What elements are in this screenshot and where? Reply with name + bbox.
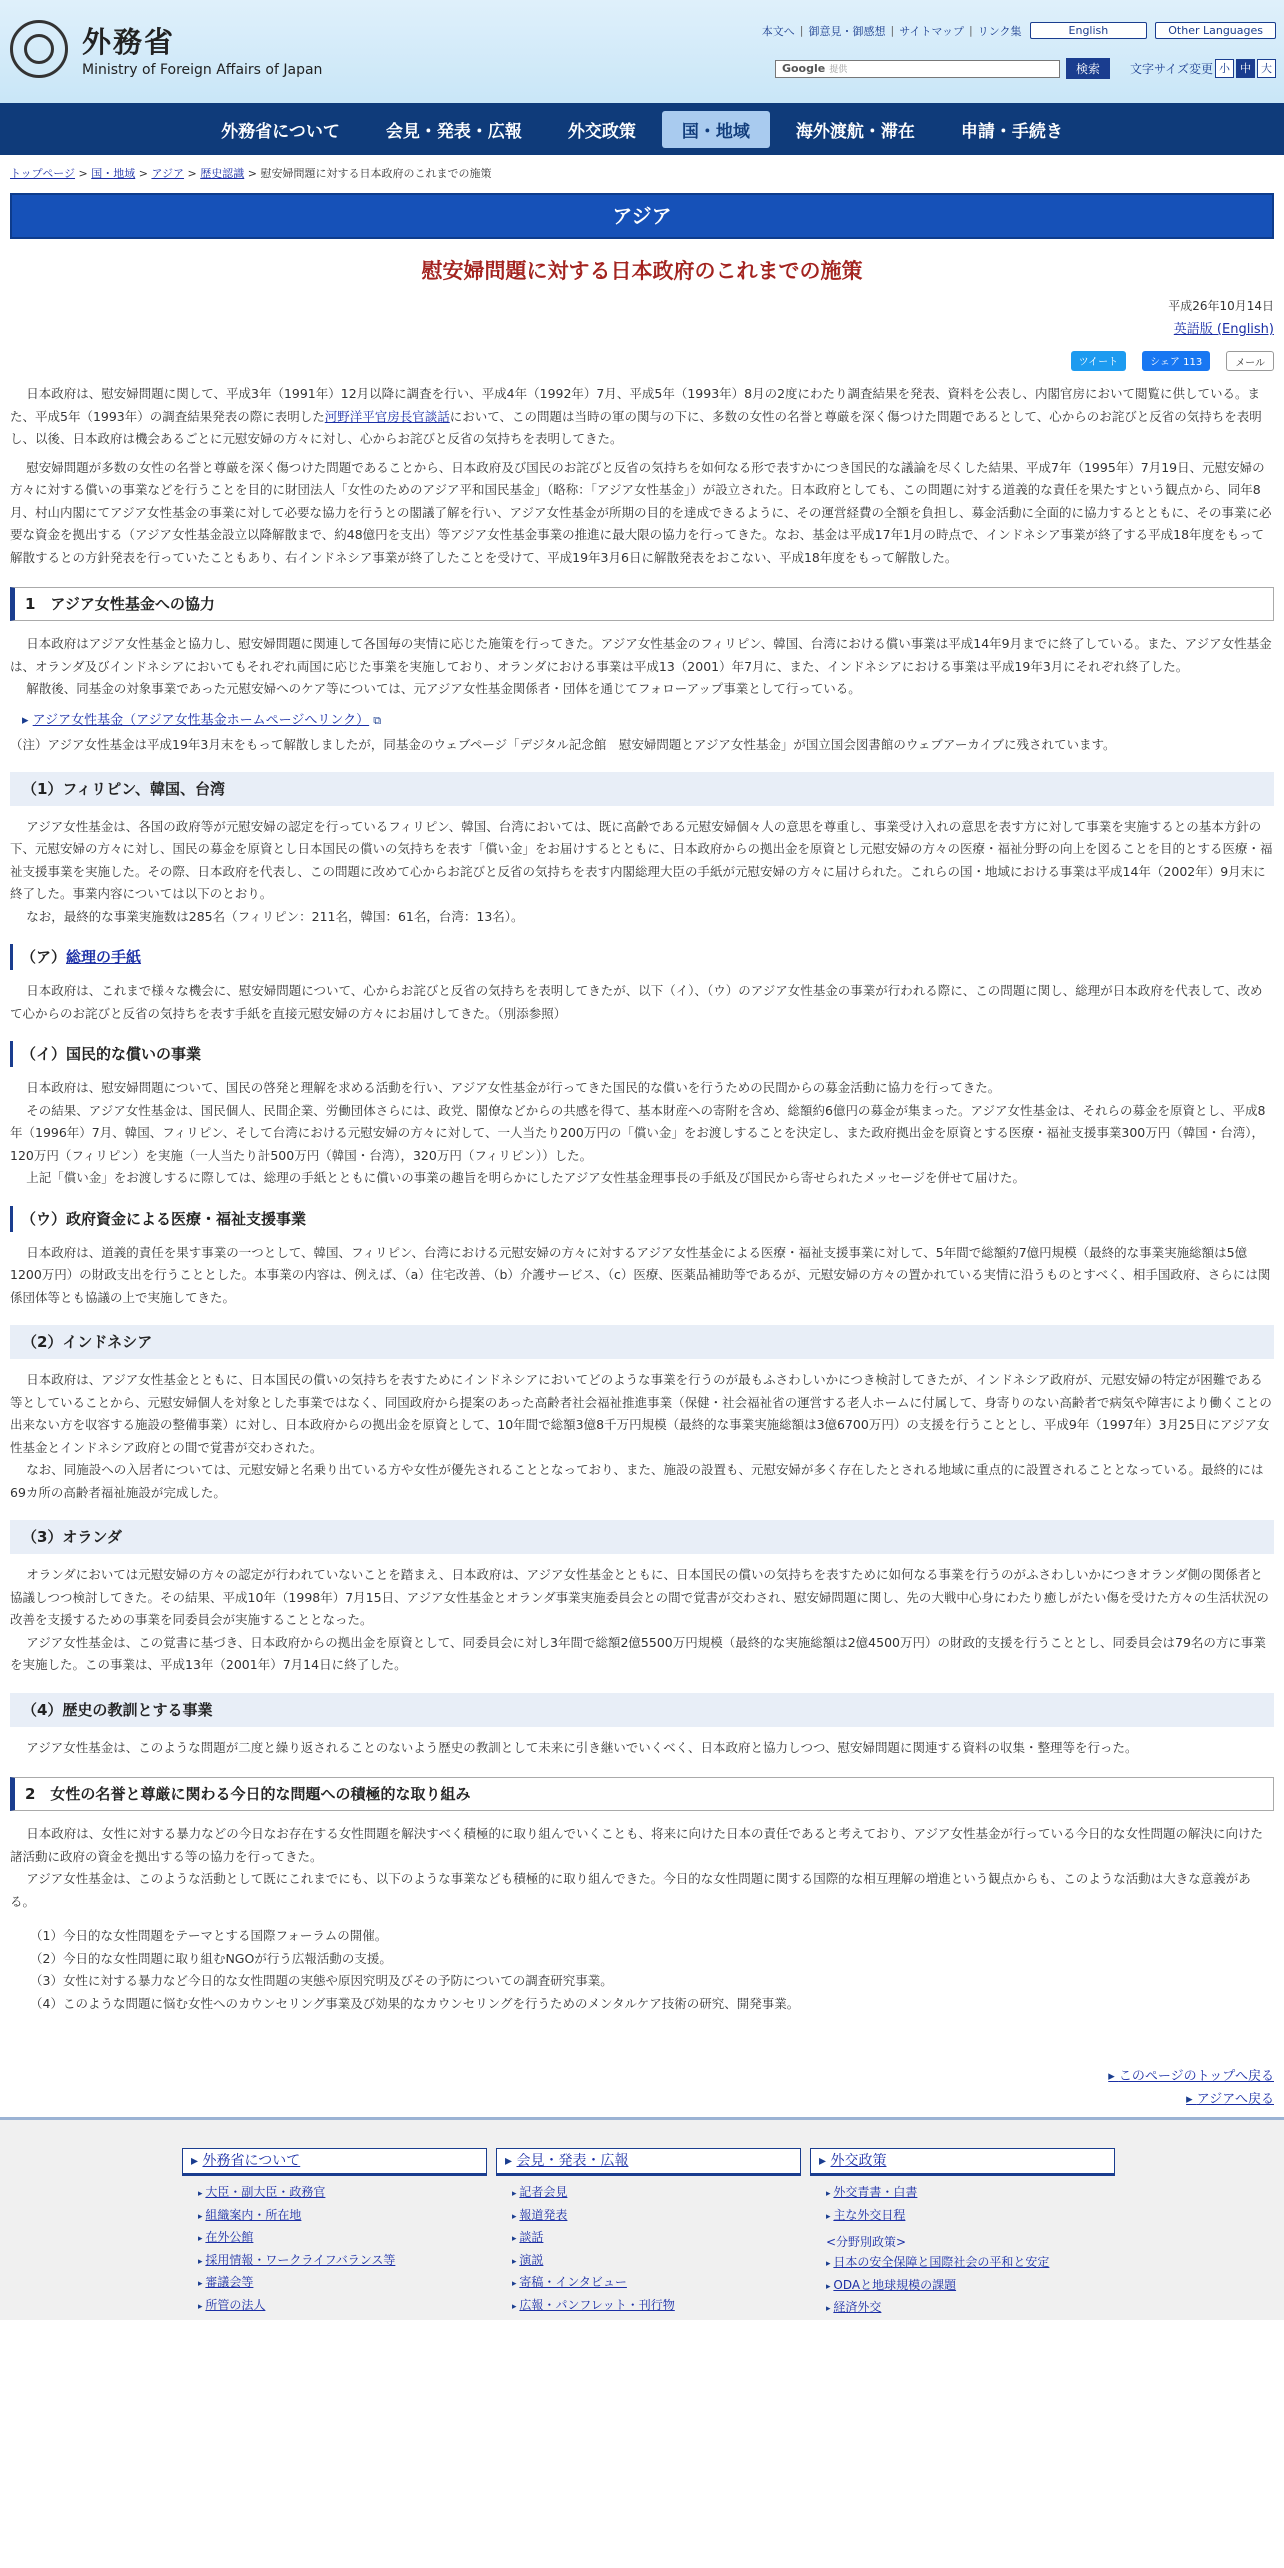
s1-2-paragraph-1: 日本政府は、アジア女性基金とともに、日本国民の償いの気持ちを表すためにインドネシアにおいてどのような事業を行うのが最もふさわしいかにつき検討してきたが、インドネシア政府が、元慰安婦の特定が困難である等としていることから、元慰安婦個人を対象とした事業ではなく、同国政府から提案のあった高齢者社会福祉推進事業（保健・社会福祉省の運営する老人ホームに付属して、身寄りのない高齢者で病気や障害により働くことの出来ない方を収容する施設の整備事業）に対し、日本政府からの拠出金を原資として、10年間で総額3億8千万円規模（最終的な事業実施総額は3億6700万円）の支援を行うこととし、平成9年（1997年）3月25日にアジア女性基金とインドネシア政府との間で覚書が交わされた。: [10, 1372, 1272, 1455]
search-button[interactable]: 検索: [1066, 58, 1110, 79]
s1-1b-paragraph-2: その結果、アジア女性基金は、国民個人、民間企業、労働団体さらには、政党、閣僚などからの共感を得て、基本財産への寄附を含め、総額約6億円の募金が集まった。アジア女性基金は、それらの募金を原資とし、平成8年（1996年）7月、韓国、フィリピン、そして台湾における元慰安婦の方々に対して、一人当たり200万円の「償い金」をお渡しすることを決定し、また政府拠出金を原資とする医療・福祉支援事業300万円（韓国・台湾），120万円（フィリピン）を実施（一人当たり計500万円（韓国・台湾），320万円（フィリピン））した。: [10, 1102, 1266, 1163]
search-area: [775, 58, 1276, 79]
s1-4-paragraph: アジア女性基金は、このような問題が二度と繰り返されることのないよう歴史の教訓として未来に引き継いでいくべく、日本政府と協力しつつ、慰安婦問題に関連する資料の収集・整理等を行った。: [26, 1739, 1138, 1755]
mail-button[interactable]: メール: [1226, 351, 1274, 371]
s1-3-paragraph-2: アジア女性基金は、この覚書に基づき、日本政府からの拠出金を原資として、同委員会に対し3年間で総額2億5500万円規模（最終的な実施総額は2億4500万円）の財政的支援を行うこととし、同委員会は79名の方に事業を実施した。この事業は、平成13年（2001年）7月14日に終了した。: [10, 1634, 1266, 1672]
footer-col-press: [496, 2148, 801, 2317]
search-input[interactable]: [775, 60, 1060, 78]
region-banner: アジア: [10, 193, 1274, 239]
sitemap-link[interactable]: サイトマップ: [899, 24, 965, 38]
feedback-link[interactable]: 御意見・御感想: [808, 24, 886, 38]
font-size-label: 文字サイズ変更: [1129, 62, 1213, 76]
section-1-1-b-heading: （イ）国民的な償いの事業: [10, 1041, 1274, 1067]
utility-links: 本文へ | 御意見・御感想 | サイトマップ | リンク集 English Other Languages: [762, 22, 1276, 39]
footer-link[interactable]: 採用情報・ワークライフバランス等: [205, 2252, 396, 2267]
footer-about-heading[interactable]: 外務省について: [202, 2153, 301, 2169]
main-content: [0, 371, 1284, 2015]
s1-2-paragraph-2: なお、同施設への入居者については、元慰安婦と名乗り出ている方や女性が優先されることとなっており、また、施設の設置も、元慰安婦が多く存在したとされる地域に重点的に設置されることとなっている。最終的には69カ所の高齢者福祉施設が完成した。: [10, 1462, 1264, 1500]
font-size-medium-button[interactable]: 中: [1236, 59, 1255, 78]
section-1-4-heading: （4）歴史の教訓とする事業: [10, 1693, 1274, 1727]
breadcrumb-current: 慰安婦問題に対する日本政府のこれまでの施策: [260, 167, 492, 180]
footer-link[interactable]: ODAと地球規模の課題: [833, 2277, 957, 2292]
links-link[interactable]: リンク集: [977, 24, 1022, 38]
footer-link[interactable]: 日本の安全保障と国際社会の平和と安定: [833, 2255, 1050, 2269]
search-placeholder: 提供: [829, 65, 848, 75]
intro-text-b: において、この問題は当時の軍の関与の下に、多数の女性の名誉と尊厳を深く傷つけた問題であるとして、心からのお詫びと反省の気持ちを表明し、以後、日本政府は機会あるごとに元慰安婦の方々に対し、心からお詫びと反省の気持ちを表明してきた。: [10, 408, 1262, 446]
footer-link[interactable]: 在外公館: [205, 2230, 254, 2244]
footer-link[interactable]: 広報・パンフレット・刊行物: [519, 2297, 675, 2312]
footer-link[interactable]: 外交青書・白書: [833, 2185, 918, 2199]
s1-3-paragraph-1: オランダにおいては元慰安婦の方々の認定が行われていないことを踏まえ、日本政府は、アジア女性基金とともに、日本国民の償いの気持ちを表すために如何なる事業を行うのがふさわしいかにつきオランダ側の関係者と協議しつつ検討してきた。その結果、平成10年（1998年）7月15日、アジア女性基金とオランダ事業実施委員会との間で覚書が交わされ、慰安婦問題に関し、先の大戦中心身にわたり癒しがたい傷を受けた方々の生活状況の改善を支援するための事業を同委員会が実施することとなった。: [10, 1567, 1269, 1627]
breadcrumb: トップページ > 国・地域 > アジア > 歴史認識 > 慰安婦問題に対する日本政府のこれまでの施策: [10, 167, 492, 180]
pm-letter-link[interactable]: 総理の手紙: [66, 948, 142, 966]
footer-link[interactable]: 報道発表: [519, 2207, 568, 2222]
logo-japanese: 外務省: [82, 25, 176, 59]
skip-to-content-link[interactable]: 本文へ: [761, 24, 795, 38]
s1-1-paragraph-1: アジア女性基金は、各国の政府等が元慰安婦の認定を行っているフィリピン、韓国、台湾においては、既に高齢である元慰安婦個々人の意思を尊重し、事業受け入れの意思を表す方に対して事業を実施するとの基本方針の下、元慰安婦の方々に対し、国民の募金を原資とし日本国民の償いの気持ちを表す「償い金」をお届けするとともに、日本政府からの拠出金を原資とし元慰安婦の方々の医療・福祉分野の向上を図ることを目的とする医療・福祉支援事業を実施した。その際、日本政府を代表し、この問題に改めて心からお詫びと反省の気持ちを表す内閣総理大臣の手紙が元慰安婦の方々に届けられた。これらの国・地域における事業は平成14年（2002年）9月末に終了した。事業内容については以下のとおり。: [10, 818, 1273, 901]
global-nav: [0, 103, 1284, 155]
s2-paragraph-1: 日本政府は、女性に対する暴力などの今日なお存在する女性問題を解決すべく積極的に取り組んでいくことも、将来に向けた日本の責任であると考えており、アジア女性基金が行っている今日的な女性問題の解決に向けた諸活動に政府の資金を拠出する等の協力を行ってきた。: [10, 1826, 1264, 1864]
page-top-link[interactable]: ▸ このページのトップへ戻る: [1108, 2069, 1274, 2084]
facebook-share-button[interactable]: シェア 113: [1142, 351, 1210, 371]
s1-1a-prefix: （ア）: [21, 948, 67, 966]
site-header: [0, 0, 1284, 103]
publish-date: 平成26年10月14日: [1168, 299, 1274, 313]
s1-paragraph-2: 解散後、同基金の対象事業であった元慰安婦へのケア等については、元アジア女性基金関係者・団体を通じてフォローアップ事業として行っている。: [26, 681, 861, 696]
back-to-asia-link[interactable]: ▸ アジアへ戻る: [1186, 2092, 1274, 2107]
list-item: （1）今日的な女性問題をテーマとする国際フォーラムの開催。: [30, 1928, 388, 1943]
section-2-heading: 2 女性の名誉と尊厳に関わる今日的な問題への積極的な取り組み: [10, 1777, 1274, 1811]
s1-1b-paragraph-3: 上記「償い金」をお渡しするに際しては、総理の手紙とともに償いの事業の趣旨を明らかにしたアジア女性基金理事長の手紙及び国民から寄せられたメッセージを併せて届けた。: [26, 1170, 1026, 1185]
footer-policy-heading[interactable]: 外交政策: [830, 2153, 887, 2169]
s2-paragraph-2: アジア女性基金は、このような活動として既にこれまでにも、以下のような事業なども積極的に取り組んできた。今日的な女性問題に関する国際的な相互理解の増進という観点からも、このような活動は大きな意義がある。: [10, 1871, 1251, 1909]
footer-col-policy: [810, 2148, 1115, 2320]
nav-regions[interactable]: 国・地域: [662, 111, 770, 148]
section-1-3-heading: （3）オランダ: [10, 1520, 1274, 1554]
s1-note: （注）アジア女性基金は平成19年3月末をもって解散しましたが，同基金のウェブページ「デジタル記念館 慰安婦問題とアジア女性基金」が国立国会図書館のウェブアーカイブに残されています。: [10, 736, 1116, 752]
section-1-heading: 1 アジア女性基金への協力: [10, 587, 1274, 621]
s1-1a-paragraph: 日本政府は、これまで様々な機会に、慰安婦問題について、心からお詫びと反省の気持ちを表明してきたが、以下（イ）、（ウ）のアジア女性基金の事業が行われる際に、この問題に関し、総理が日本政府を代表して、改めて心からのお詫びと反省の気持ちを表す手紙を直接元慰安婦の方々にお届けしてきた。（別添参照）: [10, 983, 1263, 1021]
english-version-link[interactable]: 英語版 (English): [1173, 322, 1274, 337]
footer-link[interactable]: 談話: [519, 2230, 544, 2244]
s1-1c-paragraph: 日本政府は、道義的責任を果す事業の一つとして、韓国、フィリピン、台湾における元慰安婦の方々に対するアジア女性基金による医療・福祉支援事業に対して、5年間で総額約7億円規模（最終的な事業実施総額は5億1200万円）の財政支出を行うこととした。本事業の内容は、例えば、（a）住宅改善、（b）介護サービス、（c）医療、医薬品補助等であるが、元慰安婦の方々の置かれている実情に沿うものとすべく、相手国政府、さらには関係団体等とも協議の上で実施してきた。: [10, 1244, 1271, 1305]
intro-paragraph-2: 慰安婦問題が多数の女性の名誉と尊厳を深く傷つけた問題であることから、日本政府及び国民のお詫びと反省の気持ちを如何なる形で表すかにつき国民的な議論を尽くした結果、平成7年（1995年）7月19日、元慰安婦の方々に対する償いの事業などを行うことを目的に財団法人「女性のためのアジア平和国民基金」（略称：「アジア女性基金」）が設立された。日本政府としても、この問題に対する道義的な責任を果たすという観点から、同年8月、村山内閣にてアジア女性基金の事業に対して必要な協力を行うとの閣議了解を行い、アジア女性基金が所期の目的を達成できるように、その運営経費の全額を負担し、募金活動に全面的に協力するとともに、その事業に必要な資金を拠出する（アジア女性基金設立以降解散まで、約48億円を支出）等アジア女性基金事業の推進に最大限の協力を行ってきた。なお、基金は平成17年1月の時点で、インドネシア事業が終了する平成18年度をもって解散するとの方針発表を行っていたこともあり、右インドネシア事業が終了したことを受けて、平成19年3月6日に解散発表をおこない、平成18年度をもって解散した。: [10, 459, 1272, 565]
nav-press[interactable]: 会見・発表・広報: [385, 121, 522, 142]
list-item: （2）今日的な女性問題に取り組むNGOが行う広報活動の支援。: [30, 1950, 392, 1966]
footer-link[interactable]: 記者会見: [519, 2185, 568, 2199]
mofa-emblem-icon: [10, 20, 68, 78]
footer-link[interactable]: 経済外交: [833, 2300, 882, 2314]
list-item: （4）このような問題に悩む女性へのカウンセリング事業及び効果的なカウンセリングを行うためのメンタルケア技術の研究、開発事業。: [30, 1995, 800, 2011]
footer-col-about: [182, 2148, 487, 2317]
google-label: Google: [781, 62, 826, 75]
section-1-2-heading: （2）インドネシア: [10, 1325, 1274, 1359]
nav-about[interactable]: 外務省について: [221, 121, 340, 142]
font-size-small-button[interactable]: 小: [1215, 59, 1234, 78]
footer-press-heading[interactable]: 会見・発表・広報: [516, 2153, 629, 2169]
nav-procedures[interactable]: 申請・手続き: [960, 121, 1063, 142]
site-logo[interactable]: [10, 20, 322, 78]
logo-english: Ministry of Foreign Affairs of Japan: [82, 62, 323, 78]
list-item: （3）女性に対する暴力など今日的な女性問題の実態や原因究明及びその予防についての調査研究事業。: [30, 1973, 613, 1988]
section-1-1-heading: （1）フィリピン、韓国、台湾: [10, 772, 1274, 806]
nav-travel[interactable]: 海外渡航・滞在: [795, 121, 915, 142]
english-button[interactable]: English: [1030, 22, 1148, 39]
section-1-1-a-heading: [10, 944, 1274, 970]
share-buttons: [0, 351, 1274, 371]
footer-subheading: <分野別政策>: [826, 2235, 907, 2249]
external-window-icon: ⧉: [373, 713, 382, 727]
s2-list: [30, 1925, 1274, 2015]
site-footer: [0, 2117, 1284, 2320]
breadcrumb-top[interactable]: トップページ: [10, 167, 76, 180]
s1-paragraph-1: 日本政府はアジア女性基金と協力し、慰安婦問題に関連して各国毎の実情に応じた施策を行ってきた。アジア女性基金のフィリピン、韓国、台湾における償い事業は平成14年9月までに終了している。また、アジア女性基金は、オランダ及びインドネシアにおいてもそれぞれ両国に応じた事業を実施しており、オランダにおける事業は平成13（2001）年7月に、また、インドネシアにおける事業は平成19年3月にそれぞれ終了した。: [10, 636, 1272, 674]
breadcrumb-regions[interactable]: 国・地域: [91, 167, 136, 180]
breadcrumb-history[interactable]: 歴史認識: [200, 167, 245, 180]
intro-paragraph-1: [10, 383, 1274, 451]
font-size-large-button[interactable]: 大: [1257, 59, 1276, 78]
footer-link[interactable]: 演説: [519, 2252, 544, 2267]
other-languages-button[interactable]: Other Languages: [1155, 22, 1276, 39]
footer-link[interactable]: 主な外交日程: [833, 2207, 906, 2222]
footer-link[interactable]: 審議会等: [205, 2275, 254, 2289]
s1-1b-paragraph-1: 日本政府は、慰安婦問題について、国民の啓発と理解を求める活動を行い、アジア女性基金が行ってきた国民的な償いを行うための民間からの募金活動に協力を行ってきた。: [26, 1080, 1001, 1095]
intro-text-a: 日本政府は、慰安婦問題に関して、平成3年（1991年）12月以降に調査を行い、平成4年（1992年）7月、平成5年（1993年）8月の2度にわたり調査結果を発表、資料を公表し、内閣官房において閲覧に供している。また、平成5年（1993年）の調査結果発表の際に表明した: [10, 386, 1261, 424]
awf-homepage-link[interactable]: アジア女性基金（アジア女性基金ホームページへリンク）: [32, 712, 370, 728]
kono-statement-link[interactable]: 河野洋平官房長官談話: [324, 408, 450, 424]
page-title: 慰安婦問題に対する日本政府のこれまでの施策: [421, 259, 863, 283]
footer-link[interactable]: 所管の法人: [205, 2297, 266, 2312]
tweet-button[interactable]: ツイート: [1071, 351, 1127, 371]
footer-link[interactable]: 寄稿・インタビュー: [519, 2275, 627, 2289]
nav-policy[interactable]: 外交政策: [567, 121, 636, 142]
footer-link[interactable]: 組織案内・所在地: [205, 2207, 302, 2222]
s1-1-paragraph-2: なお，最終的な事業実施数は285名（フィリピン：211名，韓国：61名，台湾：13名）。: [26, 908, 524, 924]
footer-link[interactable]: 大臣・副大臣・政務官: [205, 2185, 326, 2199]
breadcrumb-asia[interactable]: アジア: [151, 167, 185, 180]
section-1-1-c-heading: （ウ）政府資金による医療・福祉支援事業: [10, 1206, 1274, 1232]
